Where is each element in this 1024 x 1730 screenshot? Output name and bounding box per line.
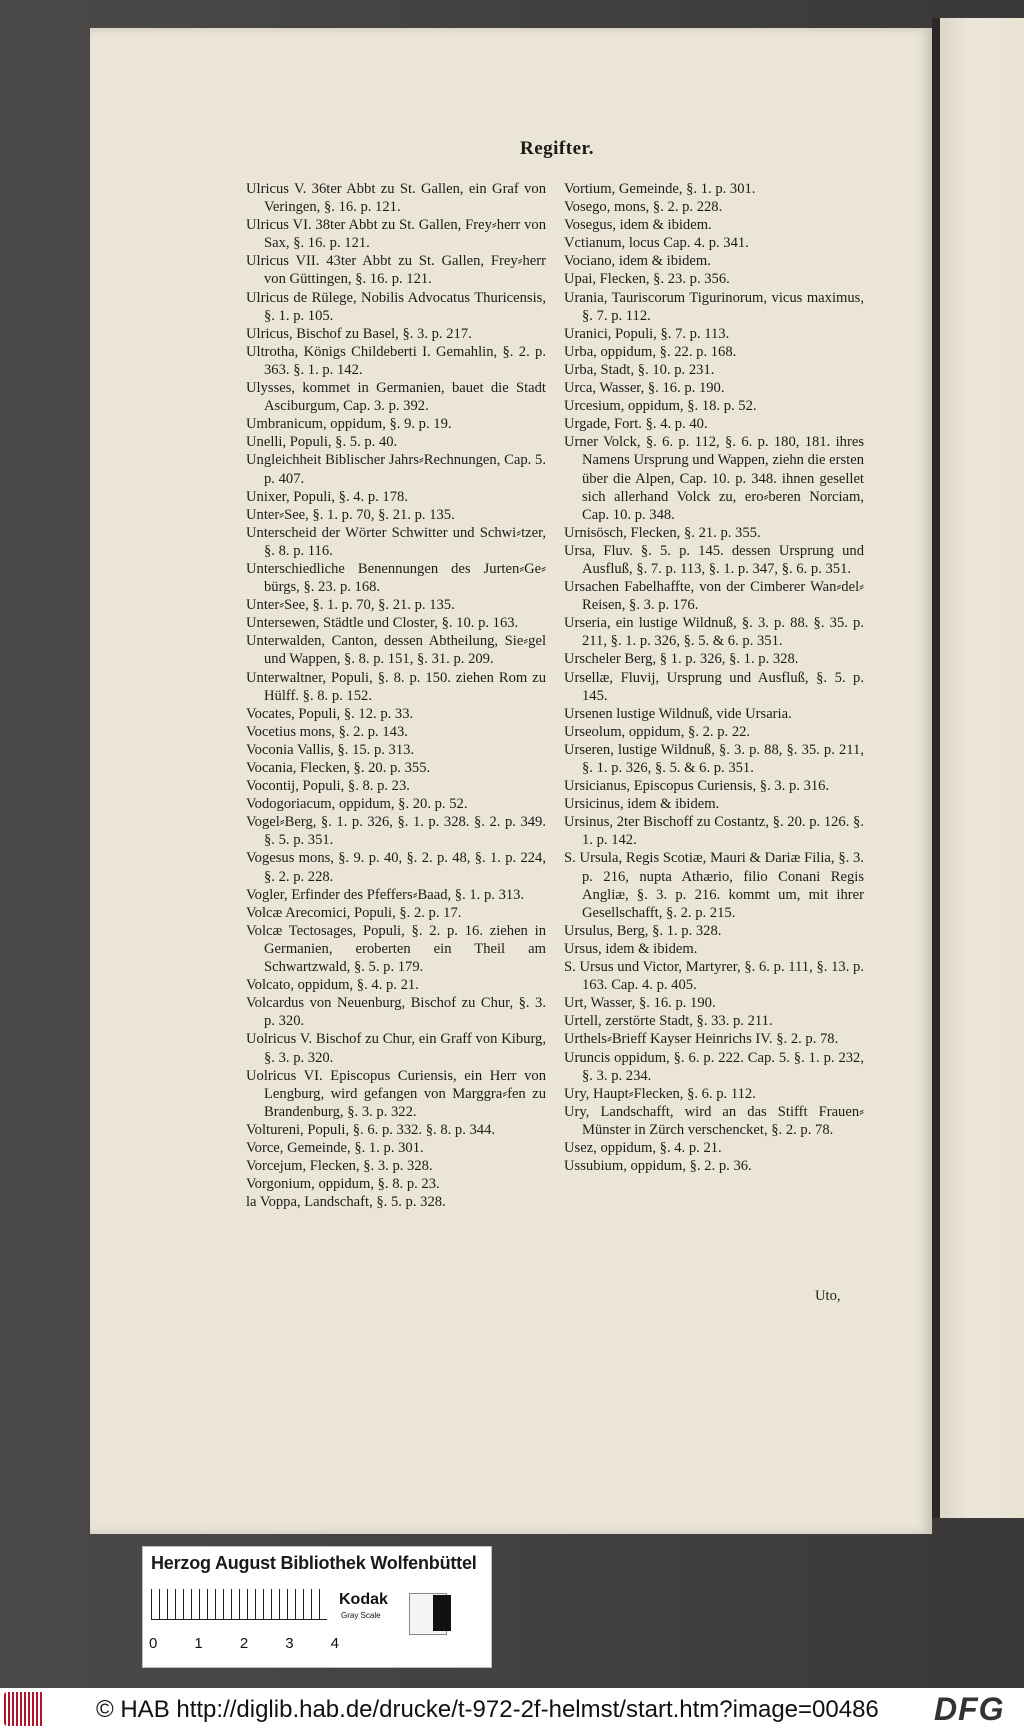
index-entry: Ulysses, kommet in Germanien, bauet die Stadt Asciburgum, Cap. 3. p. 392. xyxy=(246,380,546,415)
index-entry: Vorgonium, oppidum, §. 8. p. 23. xyxy=(246,1176,440,1193)
index-entry: Vogel⸗Berg, §. 1. p. 326, §. 1. p. 328. §. 2. p. 349. §. 5. p. 351. xyxy=(246,814,546,849)
adjacent-page-edge xyxy=(940,18,1024,1518)
ruler-scale xyxy=(151,1589,327,1620)
index-entry: la Voppa, Landschaft, §. 5. p. 328. xyxy=(246,1194,446,1211)
index-entry: Upai, Flecken, §. 23. p. 356. xyxy=(564,271,730,288)
index-entry: Urscheler Berg, § 1. p. 326, §. 1. p. 328. xyxy=(564,651,799,668)
index-entry: Ussubium, oppidum, §. 2. p. 36. xyxy=(564,1158,752,1175)
index-entry: Untersewen, Städtle und Closter, §. 10. p. 163. xyxy=(246,615,519,632)
index-entry: Ursulus, Berg, §. 1. p. 328. xyxy=(564,922,722,939)
index-entry: Ungleichheit Biblischer Jahrs⸗Rechnungen, Cap. 5. p. 407. xyxy=(246,452,546,487)
black-swatch xyxy=(433,1595,451,1631)
index-entry: S. Ursus und Victor, Martyrer, §. 6. p. 111, §. 13. p. 163. Cap. 4. p. 405. xyxy=(564,959,864,994)
index-entry: Unterscheid der Wörter Schwitter und Schwi⸗tzer, §. 8. p. 116. xyxy=(246,524,546,559)
index-entry: Ursellæ, Fluvij, Ursprung und Ausfluß, §. 5. p. 145. xyxy=(564,669,864,704)
ruler-numbers xyxy=(149,1635,339,1652)
index-entry: Vorce, Gemeinde, §. 1. p. 301. xyxy=(246,1139,424,1156)
index-entry: Ury, Landschafft, wird an das Stifft Frauen⸗Münster in Zürch verschencket, §. 2. p. 78. xyxy=(564,1103,864,1138)
index-entry: Unterwalden, Canton, dessen Abtheilung, Sie⸗gel und Wappen, §. 8. p. 151, §. 31. p. 209. xyxy=(246,633,546,668)
index-entry: Volcæ Arecomici, Populi, §. 2. p. 17. xyxy=(246,904,462,921)
index-entry: Ursa, Fluv. §. 5. p. 145. dessen Ursprung und Ausfluß, §. 7. p. 113, §. 1. p. 347, §. 6. p. 351. xyxy=(564,542,864,577)
dfg-logo: DFG xyxy=(934,1691,1005,1727)
ruler-number: 3 xyxy=(285,1635,294,1652)
index-entry: Vctianum, locus Cap. 4. p. 341. xyxy=(564,235,749,252)
index-entry: Unterschiedliche Benennungen des Jurten⸗Ge⸗bürgs, §. 23. p. 168. xyxy=(246,560,546,596)
index-entry: Urseren, lustige Wildnuß, §. 3. p. 88, §. 35. p. 211, §. 1. p. 326, §. 5. & 6. p. 351. xyxy=(564,741,864,776)
index-entry: Uolricus V. Bischof zu Chur, ein Graff von Kiburg, §. 3. p. 320. xyxy=(246,1031,546,1066)
index-entry: Urthels⸗Brieff Kayser Heinrichs IV. §. 2. p. 78. xyxy=(564,1031,839,1048)
index-entry: Unter⸗See, §. 1. p. 70, §. 21. p. 135. xyxy=(246,597,455,614)
index-entry: Volcato, oppidum, §. 4. p. 21. xyxy=(246,977,419,994)
index-entry: Ury, Haupt⸗Flecken, §. 6. p. 112. xyxy=(564,1085,756,1102)
index-entry: Vogesus mons, §. 9. p. 40, §. 2. p. 48, §. 1. p. 224, §. 2. p. 228. xyxy=(246,850,546,885)
index-entry: Vorcejum, Flecken, §. 3. p. 328. xyxy=(246,1158,433,1175)
index-entry: Ursus, idem & ibidem. xyxy=(564,940,698,957)
gray-scale-label: Gray Scale xyxy=(341,1611,381,1620)
book-gutter xyxy=(932,18,940,1518)
index-entry: Urt, Wasser, §. 16. p. 190. xyxy=(564,995,716,1012)
index-entry: Urca, Wasser, §. 16. p. 190. xyxy=(564,380,725,397)
index-entry: Urner Volck, §. 6. p. 112, §. 6. p. 180, 181. ihres Namens Ursprung und Wappen, ziehn die ersten über die Alpen, Cap. 10. p. 348. ihnen gesellet sich allerhand Volck zu, ero⸗beren Norciam, Cap. 10. p. 348. xyxy=(564,434,864,523)
index-entry: Unixer, Populi, §. 4. p. 178. xyxy=(246,488,408,505)
index-entry: Unterwaltner, Populi, §. 8. p. 150. ziehen Rom zu Hülff. §. 8. p. 152. xyxy=(246,669,546,704)
index-entry: Unter⸗See, §. 1. p. 70, §. 21. p. 135. xyxy=(246,506,455,523)
index-entry: Umbranicum, oppidum, §. 9. p. 19. xyxy=(246,416,452,433)
index-entry: Urania, Tauriscorum Tigurinorum, vicus maximus, §. 7. p. 112. xyxy=(564,289,864,324)
index-entry: Vocates, Populi, §. 12. p. 33. xyxy=(246,705,414,722)
index-entry: Vocontij, Populi, §. 8. p. 23. xyxy=(246,778,410,795)
color-calibration-card xyxy=(142,1546,492,1668)
index-entry: Uranici, Populi, §. 7. p. 113. xyxy=(564,325,730,342)
index-entry: Urcesium, oppidum, §. 18. p. 52. xyxy=(564,398,757,415)
index-entry: Uolricus VI. Episcopus Curiensis, ein Herr von Lengburg, wird gefangen von Marggra⸗fen zu Brandenburg, §. 3. p. 322. xyxy=(246,1067,546,1120)
ruler-number: 0 xyxy=(149,1635,158,1652)
index-entry: Vogler, Erfinder des Pfeffers⸗Baad, §. 1. p. 313. xyxy=(246,886,525,903)
index-entry: Urba, Stadt, §. 10. p. 231. xyxy=(564,361,715,378)
index-entry: Ursicinus, idem & ibidem. xyxy=(564,796,720,813)
index-entry: Ultrotha, Königs Childeberti I. Gemahlin, §. 2. p. 363. §. 1. p. 142. xyxy=(246,343,546,378)
index-entry: Usez, oppidum, §. 4. p. 21. xyxy=(564,1139,722,1156)
ruler-number: 2 xyxy=(239,1635,249,1652)
index-entry: Vosego, mons, §. 2. p. 228. xyxy=(564,199,723,216)
institution-name: Herzog August Bibliothek Wolfenbüttel xyxy=(151,1553,477,1573)
page-title: Regifter. xyxy=(520,138,594,159)
index-entry: Ulricus VII. 43ter Abbt zu St. Gallen, Frey⸗herr von Güttingen, §. 16. p. 121. xyxy=(246,253,546,288)
index-entry: Ursenen lustige Wildnuß, vide Ursaria. xyxy=(564,705,792,722)
index-entry: Ursicianus, Episcopus Curiensis, §. 3. p. 316. xyxy=(564,778,830,795)
catchword: Uto, xyxy=(815,1288,841,1304)
index-entry: Vocetius mons, §. 2. p. 143. xyxy=(246,723,408,740)
index-entry: Vocania, Flecken, §. 20. p. 355. xyxy=(246,760,431,776)
source-citation-link[interactable]: © HAB http://diglib.hab.de/drucke/t-972-2f-helmst/start.htm?image=00486 xyxy=(96,1696,879,1723)
index-entry: Vosegus, idem & ibidem. xyxy=(564,217,712,234)
ruler-number: 1 xyxy=(194,1635,203,1652)
index-entry: Ulricus V. 36ter Abbt zu St. Gallen, ein Graf von Veringen, §. 16. p. 121. xyxy=(246,181,546,216)
barcode-icon xyxy=(4,1692,44,1726)
index-entry: Volcæ Tectosages, Populi, §. 2. p. 16. ziehen in Germanien, eroberten ein Theil am Schwartzwald, §. 5. p. 179. xyxy=(246,922,546,976)
index-column-left xyxy=(246,180,546,1211)
index-entry: Ulricus de Rülege, Nobilis Advocatus Thuricensis, §. 1. p. 105. xyxy=(246,289,546,324)
index-entry: S. Ursula, Regis Scotiæ, Mauri & Dariæ Filia, §. 3. p. 216, nupta Athærio, filio Conani Regis Angliæ, §. 3. p. 216. kommt um, mit ihrer Gesellschafft, §. 2. p. 215. xyxy=(564,850,864,921)
index-entry: Vociano, idem & ibidem. xyxy=(564,253,711,270)
index-entry: Urtell, zerstörte Stadt, §. 33. p. 211. xyxy=(564,1013,773,1030)
index-entry: Vortium, Gemeinde, §. 1. p. 301. xyxy=(564,181,756,197)
index-entry: Voconia Vallis, §. 15. p. 313. xyxy=(246,741,415,758)
viewer-footer xyxy=(0,1688,1024,1730)
index-entry: Unelli, Populi, §. 5. p. 40. xyxy=(246,434,398,451)
index-entry: Volcardus von Neuenburg, Bischof zu Chur, §. 3. p. 320. xyxy=(246,995,546,1030)
index-entry: Ulricus VI. 38ter Abbt zu St. Gallen, Frey⸗herr von Sax, §. 16. p. 121. xyxy=(246,217,546,252)
index-entry: Urnisösch, Flecken, §. 21. p. 355. xyxy=(564,524,761,541)
index-entry: Ulricus, Bischof zu Basel, §. 3. p. 217. xyxy=(246,325,472,342)
kodak-logo: Kodak xyxy=(339,1591,388,1608)
index-entry: Urseria, ein lustige Wildnuß, §. 3. p. 88. §. 35. p. 211, §. 1. p. 326, §. 5. & 6. p. 351. xyxy=(564,615,864,650)
index-entry: Urseolum, oppidum, §. 2. p. 22. xyxy=(564,723,751,740)
ruler-number: 4 xyxy=(330,1635,339,1652)
index-entry: Vodogoriacum, oppidum, §. 20. p. 52. xyxy=(246,796,468,813)
index-entry: Urgade, Fort. §. 4. p. 40. xyxy=(564,416,708,433)
index-entry: Urba, oppidum, §. 22. p. 168. xyxy=(564,343,737,360)
index-entry: Uruncis oppidum, §. 6. p. 222. Cap. 5. §. 1. p. 232, §. 3. p. 234. xyxy=(564,1049,864,1084)
index-entry: Ursinus, 2ter Bischoff zu Costantz, §. 20. p. 126. §. 1. p. 142. xyxy=(564,814,864,849)
index-column-right xyxy=(564,180,864,1175)
index-entry: Voltureni, Populi, §. 6. p. 332. §. 8. p. 344. xyxy=(246,1121,496,1138)
index-entry: Ursachen Fabelhaffte, von der Cimberer Wan⸗del⸗Reisen, §. 3. p. 176. xyxy=(564,579,864,614)
